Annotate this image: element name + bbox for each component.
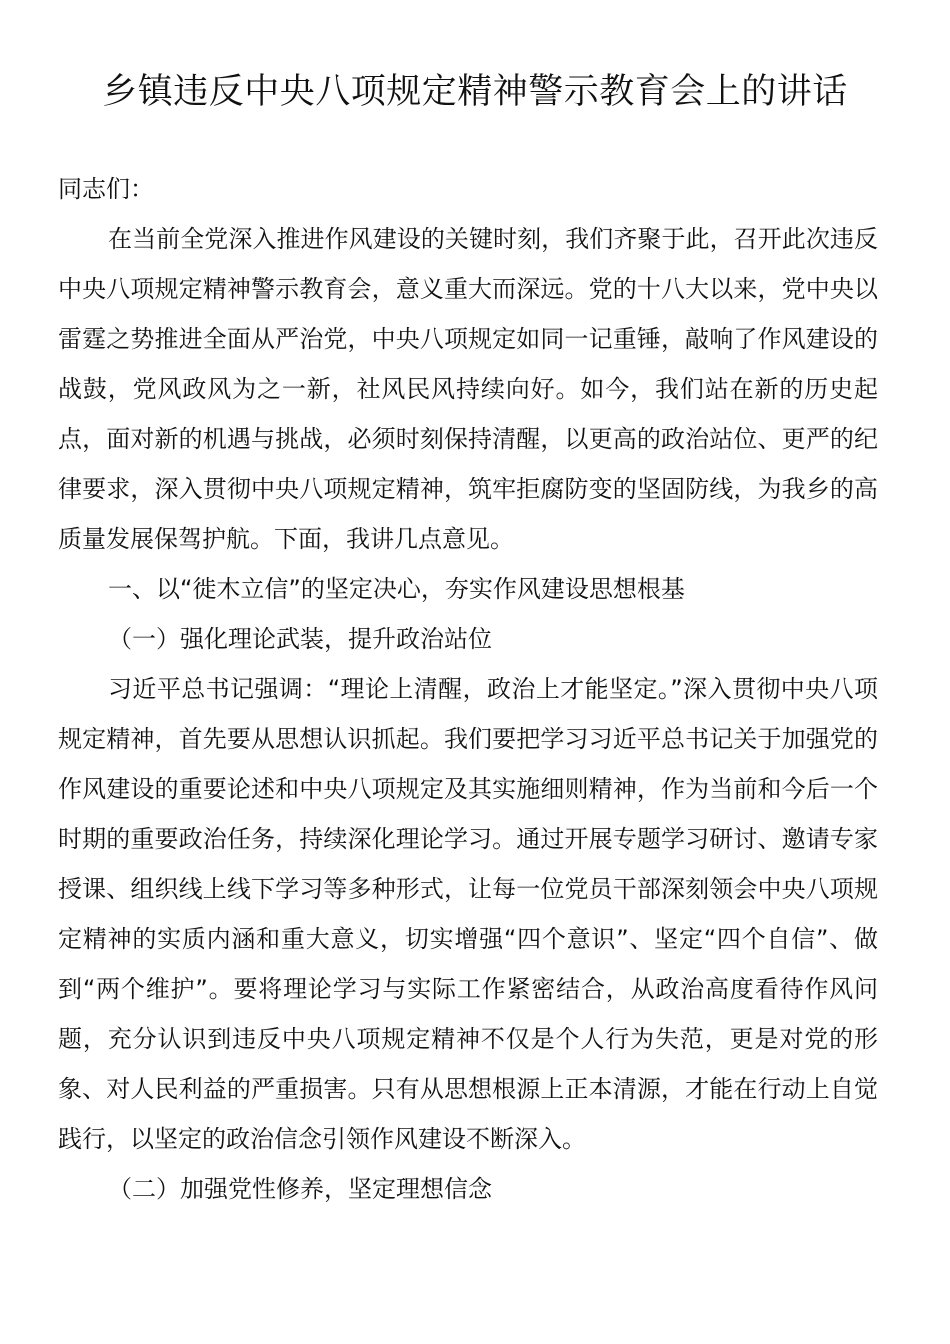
salutation: 同志们： xyxy=(58,175,154,203)
subsection-heading-2: （二）加强党性修养，坚定理想信念 xyxy=(108,1175,492,1203)
body-paragraph-1: 习近平总书记强调：“理论上清醒，政治上才能坚定。”深入贯彻中央八项规定精神，首先要从思想认识抓起。我们要把学习习近平总书记关于加强党的作风建设的重要论述和中央八项规定及其实施细则精神，作为当前和今后一个时期的重要政治任务，持续深化理论学习。通过开展专题学习研讨、邀请专家授课、组织线上线下学习等多种形式，让每一位党员干部深刻领会中央八项规定精神的实质内涵和重大意义，切实增强“四个意识”、坚定“四个自信”、做到“两个维护”。要将理论学习与实际工作紧密结合，从政治高度看待作风问题，充分认识到违反中央八项规定精神不仅是个人行为失范，更是对党的形象、对人民利益的严重损害。只有从思想根源上正本清源，才能在行动上自觉践行，以坚定的政治信念引领作风建设不断深入。 xyxy=(58,675,878,1153)
section-heading-1: 一、以“徙木立信”的坚定决心，夯实作风建设思想根基 xyxy=(108,575,685,603)
intro-paragraph: 在当前全党深入推进作风建设的关键时刻，我们齐聚于此，召开此次违反中央八项规定精神警示教育会，意义重大而深远。党的十八大以来，党中央以雷霆之势推进全面从严治党，中央八项规定如同一记重锤，敲响了作风建设的战鼓，党风政风为之一新，社风民风持续向好。如今，我们站在新的历史起点，面对新的机遇与挑战，必须时刻保持清醒，以更高的政治站位、更严的纪律要求，深入贯彻中央八项规定精神，筑牢拒腐防变的坚固防线，为我乡的高质量发展保驾护航。下面，我讲几点意见。 xyxy=(58,225,878,553)
document-title: 乡镇违反中央八项规定精神警示教育会上的讲话 xyxy=(102,72,848,112)
subsection-heading-1: （一）强化理论武装，提升政治站位 xyxy=(108,625,492,653)
document-body xyxy=(58,164,878,1214)
